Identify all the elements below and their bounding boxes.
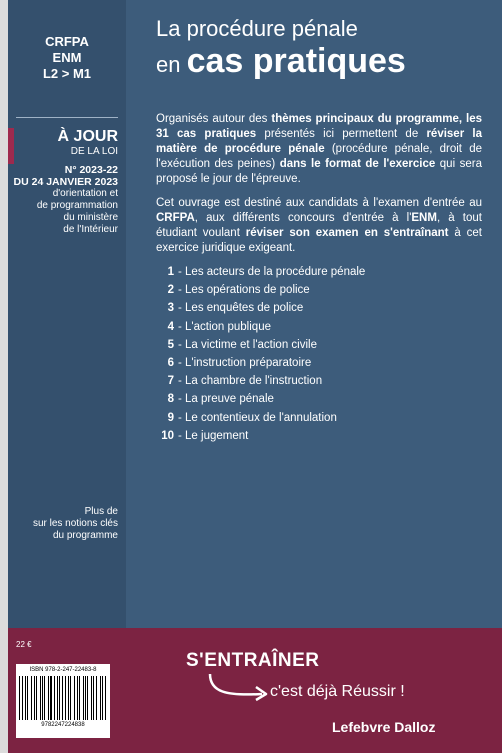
book-title (156, 16, 406, 84)
levels-block (8, 0, 126, 118)
chapter-list (156, 265, 482, 444)
level-crfpa: CRFPA (45, 34, 89, 49)
curved-arrow-icon (206, 672, 272, 702)
law-desc-line: du ministère (63, 212, 118, 223)
law-reference (8, 164, 118, 188)
chapter-item: 1 - Les acteurs de la procédure pénale (167, 266, 366, 278)
level-licence-master: L2 > M1 (42, 66, 92, 81)
sidebar (8, 0, 126, 628)
price-label: 22 € (16, 640, 32, 649)
isbn-label: ISBN 978-2-247-22483-8 (29, 667, 97, 673)
chapter-item: 3 - Les enquêtes de police (167, 302, 304, 315)
exercises-block (8, 506, 126, 542)
barcode-digits: 9782247224838 (41, 722, 85, 728)
title-emphasis: cas pratiques (186, 42, 406, 80)
slogan-main: S'ENTRAÎNER (186, 650, 320, 671)
audience-paragraph: Cet ouvrage est destiné aux candidats à l'examen d'entrée au CRFPA, aux différents concours d'entrée à l'ENM, à tout étudiant voulant réviser son examen en s'entraînant à cet exercice juridique exigeant. (156, 197, 482, 254)
title-line-2 (156, 42, 406, 84)
update-block (8, 128, 126, 236)
law-desc-line: de programmation (36, 200, 118, 211)
description (156, 112, 482, 447)
law-desc-line: de l'Intérieur (63, 224, 118, 235)
exercises-notions: sur les notions clés (32, 518, 118, 529)
chapter-item: 10 - Le jugement (161, 429, 249, 442)
level-enm: ENM (52, 50, 82, 65)
update-title: À JOUR (57, 128, 118, 145)
title-prefix: en (156, 52, 181, 77)
chapter-item: 7 - La chambre de l'instruction (167, 375, 323, 388)
chapter-item: 5 - La victime et l'action civile (167, 338, 317, 351)
exercises-prefix: Plus de (84, 506, 118, 517)
intro-paragraph: Organisés autour des thèmes principaux du programme, les 31 cas pratiques présentés ici permettent de réviser la matière de procédure pénale (procédure pénale, droit de l'exécution des peines) dans le format de l'exercice qui sera proposé le jour de l'épreuve. (156, 113, 482, 185)
barcode-bars (19, 676, 107, 720)
chapter-item: 9 - Le contentieux de l'annulation (167, 411, 337, 424)
chapter-item: 8 - La preuve pénale (167, 393, 274, 406)
law-date: DU 24 JANVIER 2023 (13, 176, 118, 188)
update-subtitle: DE LA LOI (70, 146, 118, 157)
publisher-logo: Lefebvre Dalloz (332, 719, 436, 735)
law-desc-line: d'orientation et (52, 188, 118, 199)
levels-divider (16, 117, 118, 118)
chapter-item: 4 - L'action publique (167, 320, 271, 333)
law-description (8, 188, 118, 236)
book-back-cover (8, 0, 502, 753)
chapter-item: 2 - Les opérations de police (167, 284, 310, 297)
title-line-1: La procédure pénale (156, 16, 358, 41)
exercises-programme: du programme (52, 530, 118, 541)
footer-band (8, 628, 502, 753)
slogan-secondary: c'est déjà Réussir ! (270, 683, 405, 700)
law-number: N° 2023-22 (64, 164, 118, 176)
chapter-item: 6 - L'instruction préparatoire (167, 356, 312, 369)
barcode (16, 664, 110, 738)
